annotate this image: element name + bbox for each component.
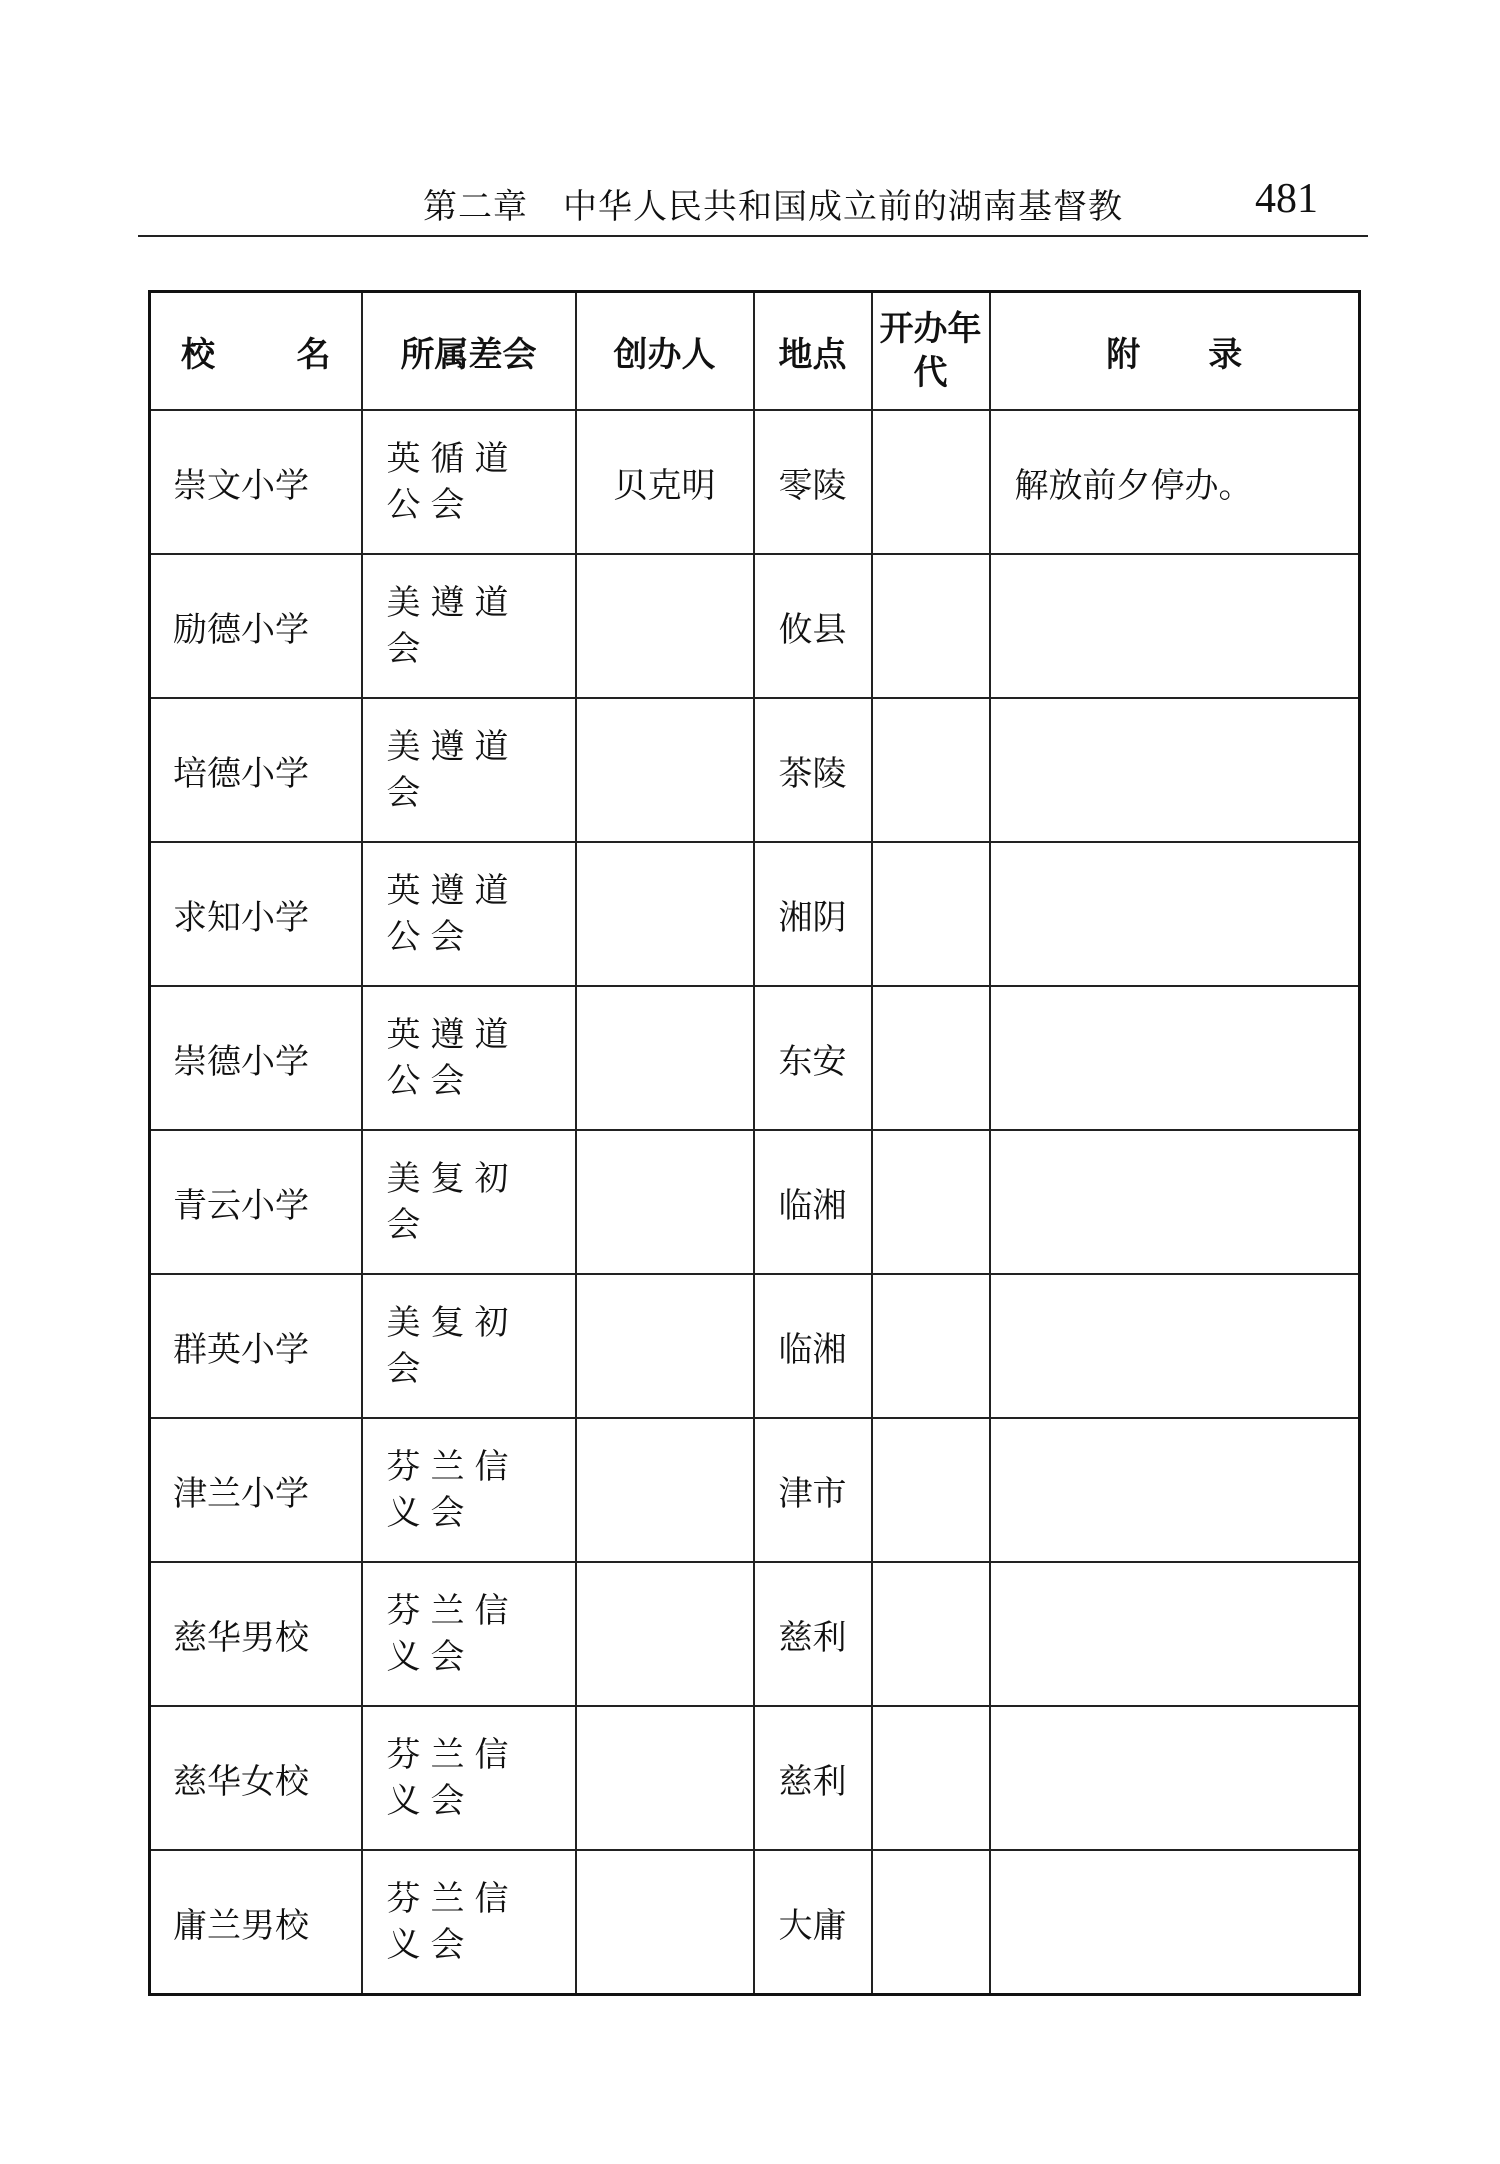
cell-place: 湘阴 xyxy=(754,842,872,986)
cell-founder xyxy=(576,1706,754,1850)
cell-notes xyxy=(990,842,1360,986)
table-row xyxy=(150,1130,1360,1274)
cell-year xyxy=(872,1850,990,1995)
column-header-year: 开办年代 xyxy=(872,292,990,411)
cell-founder xyxy=(576,842,754,986)
table-row xyxy=(150,698,1360,842)
cell-year xyxy=(872,1562,990,1706)
cell-school-name: 群英小学 xyxy=(150,1274,362,1418)
cell-school-name: 求知小学 xyxy=(150,842,362,986)
page-number: 481 xyxy=(1255,176,1318,222)
page-header xyxy=(138,175,1368,237)
cell-year xyxy=(872,410,990,554)
cell-year xyxy=(872,1130,990,1274)
cell-school-name: 培德小学 xyxy=(150,698,362,842)
cell-denomination: 美遵道会 xyxy=(362,554,576,698)
cell-year xyxy=(872,1418,990,1562)
column-header-notes: 附 录 xyxy=(990,292,1360,411)
table-row xyxy=(150,1850,1360,1995)
table-row xyxy=(150,1706,1360,1850)
cell-denomination: 芬兰信义会 xyxy=(362,1850,576,1995)
cell-denomination: 美遵道会 xyxy=(362,698,576,842)
cell-year xyxy=(872,698,990,842)
cell-notes xyxy=(990,1130,1360,1274)
header-rule xyxy=(138,235,1368,237)
cell-founder xyxy=(576,1418,754,1562)
table-row xyxy=(150,842,1360,986)
cell-notes: 解放前夕停办。 xyxy=(990,410,1360,554)
table-row xyxy=(150,986,1360,1130)
cell-year xyxy=(872,554,990,698)
cell-school-name: 青云小学 xyxy=(150,1130,362,1274)
cell-year xyxy=(872,842,990,986)
cell-founder xyxy=(576,554,754,698)
cell-founder xyxy=(576,1562,754,1706)
cell-school-name: 崇文小学 xyxy=(150,410,362,554)
cell-denomination: 英遵道公会 xyxy=(362,842,576,986)
cell-denomination: 芬兰信义会 xyxy=(362,1706,576,1850)
cell-year xyxy=(872,1274,990,1418)
cell-notes xyxy=(990,1850,1360,1995)
cell-school-name: 津兰小学 xyxy=(150,1418,362,1562)
cell-notes xyxy=(990,986,1360,1130)
cell-place: 临湘 xyxy=(754,1274,872,1418)
cell-place: 津市 xyxy=(754,1418,872,1562)
cell-year xyxy=(872,986,990,1130)
table-row xyxy=(150,410,1360,554)
cell-place: 慈利 xyxy=(754,1562,872,1706)
cell-founder xyxy=(576,1850,754,1995)
cell-denomination: 英循道公会 xyxy=(362,410,576,554)
cell-notes xyxy=(990,1274,1360,1418)
cell-place: 零陵 xyxy=(754,410,872,554)
cell-school-name: 庸兰男校 xyxy=(150,1850,362,1995)
cell-denomination: 芬兰信义会 xyxy=(362,1418,576,1562)
cell-place: 大庸 xyxy=(754,1850,872,1995)
cell-founder xyxy=(576,698,754,842)
cell-founder xyxy=(576,1130,754,1274)
cell-founder xyxy=(576,1274,754,1418)
cell-place: 慈利 xyxy=(754,1706,872,1850)
cell-place: 茶陵 xyxy=(754,698,872,842)
cell-year xyxy=(872,1706,990,1850)
cell-notes xyxy=(990,1562,1360,1706)
cell-denomination: 英遵道公会 xyxy=(362,986,576,1130)
cell-denomination: 美复初会 xyxy=(362,1130,576,1274)
table-row xyxy=(150,1274,1360,1418)
table-row xyxy=(150,554,1360,698)
schools-table xyxy=(148,290,1361,1996)
cell-notes xyxy=(990,698,1360,842)
cell-founder: 贝克明 xyxy=(576,410,754,554)
table-row xyxy=(150,1418,1360,1562)
cell-founder xyxy=(576,986,754,1130)
cell-notes xyxy=(990,1706,1360,1850)
column-header-denomination: 所属差会 xyxy=(362,292,576,411)
cell-place: 东安 xyxy=(754,986,872,1130)
cell-denomination: 美复初会 xyxy=(362,1274,576,1418)
cell-school-name: 励德小学 xyxy=(150,554,362,698)
cell-school-name: 慈华女校 xyxy=(150,1706,362,1850)
column-header-name: 校 名 xyxy=(150,292,362,411)
cell-notes xyxy=(990,1418,1360,1562)
cell-school-name: 慈华男校 xyxy=(150,1562,362,1706)
cell-school-name: 崇德小学 xyxy=(150,986,362,1130)
table-row xyxy=(150,1562,1360,1706)
cell-denomination: 芬兰信义会 xyxy=(362,1562,576,1706)
cell-place: 临湘 xyxy=(754,1130,872,1274)
table-header-row xyxy=(150,292,1360,411)
column-header-founder: 创办人 xyxy=(576,292,754,411)
cell-notes xyxy=(990,554,1360,698)
running-title: 第二章 中华人民共和国成立前的湖南基督教 xyxy=(423,187,1123,227)
cell-place: 攸县 xyxy=(754,554,872,698)
column-header-place: 地点 xyxy=(754,292,872,411)
